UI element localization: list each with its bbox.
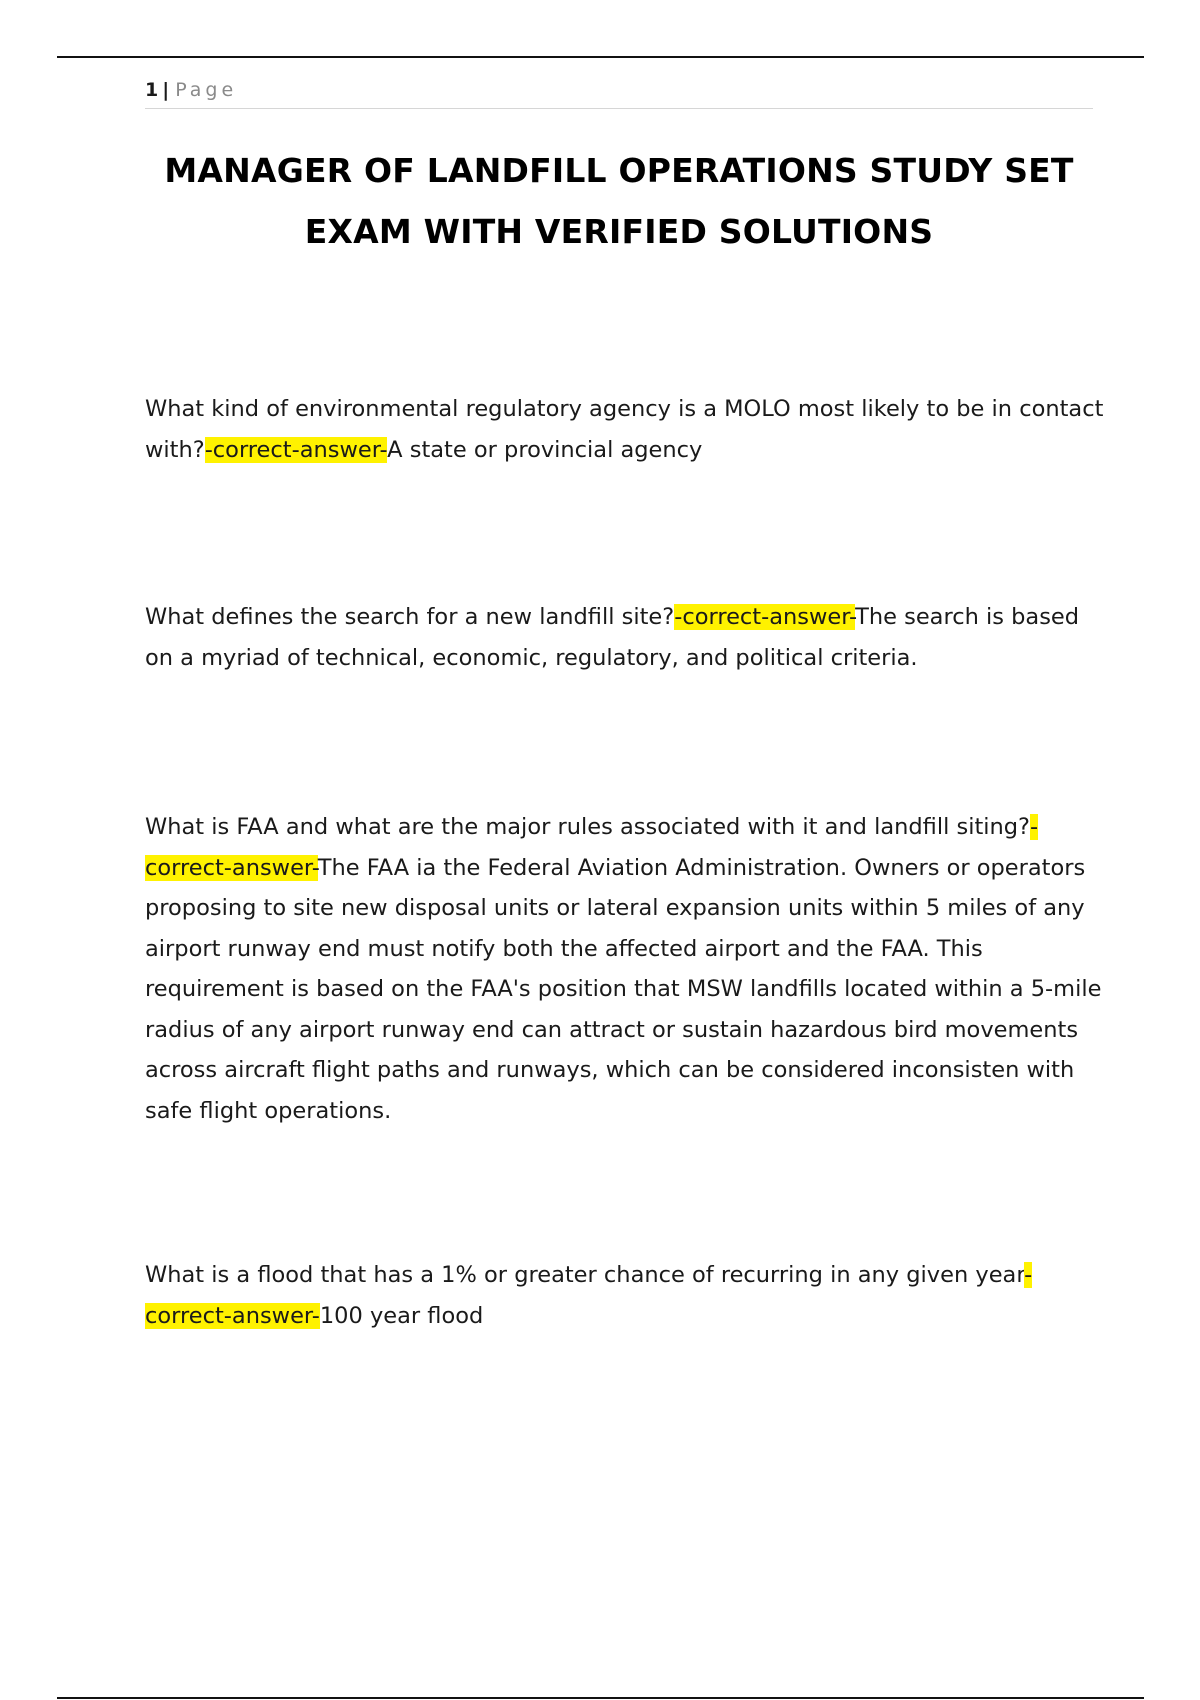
qa-item-4 [145, 1255, 1105, 1336]
answer-text: A state or provincial agency [387, 436, 703, 463]
page-number: 1 [145, 79, 159, 101]
question-text: What is a flood that has a 1% or greater chance of recurring in any given year [145, 1262, 1025, 1288]
top-border-line [57, 56, 1144, 58]
question-text: What defines the search for a new landfill site? [145, 604, 675, 630]
qa-item-3 [145, 807, 1105, 1131]
answer-marker: -correct-answer- [145, 1262, 1033, 1329]
question-text: What kind of environmental regulatory agency is a MOLO most likely to be in contact with? [145, 396, 1104, 463]
answer-text: The FAA ia the Federal Aviation Administration. Owners or operators proposing to site new disposal units or lateral expansion units within 5 miles of any airport runway end must notify both the affected airport and the FAA. This requirement is based on the FAA's position that MSW landfills located within a 5-mile radius of any airport runway end can attract or sustain hazardous bird movements across aircraft flight paths and runways, which can be considered inconsisten with safe flight operations. [145, 854, 1102, 1124]
page-separator: | [162, 79, 170, 101]
answer-marker: -correct-answer- [145, 814, 1039, 881]
answer-marker: -correct-answer- [204, 436, 388, 463]
page-header [145, 76, 1093, 109]
document-title: MANAGER OF LANDFILL OPERATIONS STUDY SET EXAM WITH VERIFIED SOLUTIONS [164, 151, 1074, 251]
answer-text: The search is based on a myriad of technical, economic, regulatory, and political criteria. [145, 604, 1080, 671]
bottom-border-line [57, 1697, 1144, 1699]
page-label: Page [175, 79, 238, 101]
question-text: What is FAA and what are the major rules associated with it and landfill siting? [145, 814, 1031, 840]
qa-item-2 [145, 597, 1105, 678]
answer-marker: -correct-answer- [674, 604, 856, 630]
answer-text: 100 year flood [319, 1302, 484, 1329]
qa-item-1 [145, 389, 1105, 470]
